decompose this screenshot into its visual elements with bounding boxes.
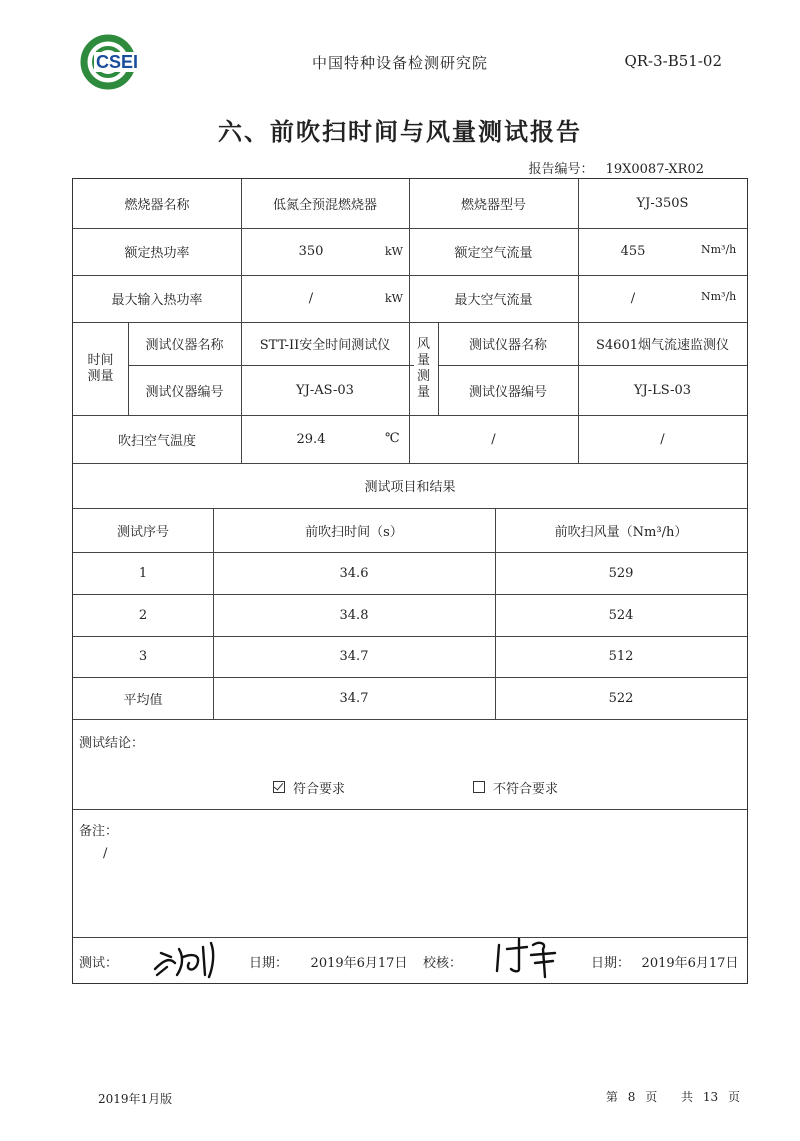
time-inst-no-label: 测试仪器编号: [145, 384, 224, 400]
burner-name-label: 燃烧器名称: [124, 198, 190, 213]
avg-label: 平均值: [123, 692, 163, 708]
purge-temp-value: 29.4: [296, 431, 326, 447]
row-3-air: 512: [608, 649, 634, 664]
date-label-2: 日期：: [591, 955, 631, 971]
col-header-time: 前吹扫时间（s）: [305, 524, 403, 540]
conclusion-label: 测试结论：: [79, 735, 145, 751]
purge-temp-unit: ℃: [385, 431, 400, 446]
total-pre: 共: [681, 1090, 694, 1104]
edition-note: 2019年1月版: [98, 1092, 173, 1106]
report-number-label: 报告编号：: [528, 162, 594, 177]
pass-label: 符合要求: [293, 781, 346, 797]
max-air-value: /: [630, 291, 636, 306]
rated-power-label: 额定热功率: [124, 246, 190, 261]
air-inst-no-label: 测试仪器编号: [468, 384, 547, 400]
row-3-time: 34.7: [339, 649, 369, 664]
avg-air: 522: [608, 690, 634, 706]
air-inst-name-value: S4601烟气流速监测仪: [596, 338, 729, 353]
rated-air-label: 额定空气流量: [454, 246, 533, 261]
avg-time: 34.7: [339, 690, 369, 706]
page-number: 8: [627, 1090, 636, 1104]
col-header-seq: 测试序号: [116, 524, 169, 540]
row-2-time: 34.8: [339, 607, 369, 623]
row-1-time: 34.6: [339, 565, 369, 581]
time-inst-no-value: YJ-AS-03: [296, 382, 354, 398]
time-measure-label: 时间测量: [87, 352, 114, 384]
extra-cell-2: /: [660, 431, 665, 447]
rated-power-value: 350: [298, 244, 324, 259]
report-table: [72, 178, 748, 984]
row-2-air: 524: [608, 607, 634, 623]
burner-model-value: YJ-350S: [636, 196, 689, 211]
burner-name-value: 低氮全预混燃烧器: [272, 198, 377, 213]
total-post: 页: [727, 1090, 740, 1104]
tester-label: 测试：: [79, 955, 119, 971]
pass-option[interactable]: [273, 777, 393, 797]
total-pages: 13: [702, 1090, 719, 1104]
time-inst-name-value: STT-II安全时间测试仪: [259, 338, 391, 353]
page-indicator: [606, 1088, 740, 1105]
page-pre: 第: [605, 1090, 618, 1104]
fail-option[interactable]: [473, 777, 613, 797]
row-2-seq: 2: [138, 607, 148, 623]
date-value-2: 2019年6月17日: [641, 955, 739, 971]
max-air-unit: Nm³/h: [701, 290, 737, 303]
institute-name: 中国特种设备检测研究院: [311, 54, 488, 72]
document-code: QR-3-B51-02: [624, 52, 722, 70]
burner-model-label: 燃烧器型号: [460, 198, 526, 213]
logo-text: CSEI: [96, 52, 139, 72]
rated-power-unit: kW: [385, 245, 403, 258]
remarks-label: 备注：: [79, 823, 119, 839]
max-input-unit: kW: [385, 292, 403, 305]
air-inst-no-value: YJ-LS-03: [633, 382, 692, 398]
purge-temp-label: 吹扫空气温度: [117, 433, 196, 449]
report-number-value: 19X0087-XR02: [605, 162, 704, 177]
reviewer-signature: [491, 935, 561, 983]
empty-box-icon[interactable]: [473, 781, 485, 793]
report-number: [528, 158, 704, 177]
extra-cell-1: /: [491, 431, 496, 447]
results-section-title: 测试项目和结果: [364, 480, 456, 495]
max-input-value: /: [308, 291, 314, 306]
report-title: 六、前吹扫时间与风量测试报告: [218, 117, 582, 146]
page-mid: 页: [645, 1090, 658, 1104]
reviewer-label: 校核：: [423, 955, 463, 971]
rated-air-unit: Nm³/h: [701, 243, 737, 256]
rated-air-value: 455: [620, 244, 646, 259]
max-air-label: 最大空气流量: [454, 293, 533, 308]
time-inst-name-label: 测试仪器名称: [145, 338, 224, 353]
checked-box-icon[interactable]: [273, 781, 285, 793]
row-1-air: 529: [608, 565, 634, 581]
row-3-seq: 3: [138, 649, 148, 664]
fail-label: 不符合要求: [493, 781, 559, 797]
tester-signature: [149, 939, 239, 983]
row-1-seq: 1: [138, 565, 148, 581]
col-header-air: 前吹扫风量（Nm³/h）: [554, 524, 688, 540]
max-input-label: 最大输入热功率: [111, 293, 203, 308]
date-label-1: 日期：: [249, 955, 289, 971]
air-inst-name-label: 测试仪器名称: [468, 338, 547, 353]
air-measure-label: 风量测量: [416, 336, 430, 400]
remarks-value: /: [103, 845, 108, 861]
date-value-1: 2019年6月17日: [310, 955, 408, 971]
